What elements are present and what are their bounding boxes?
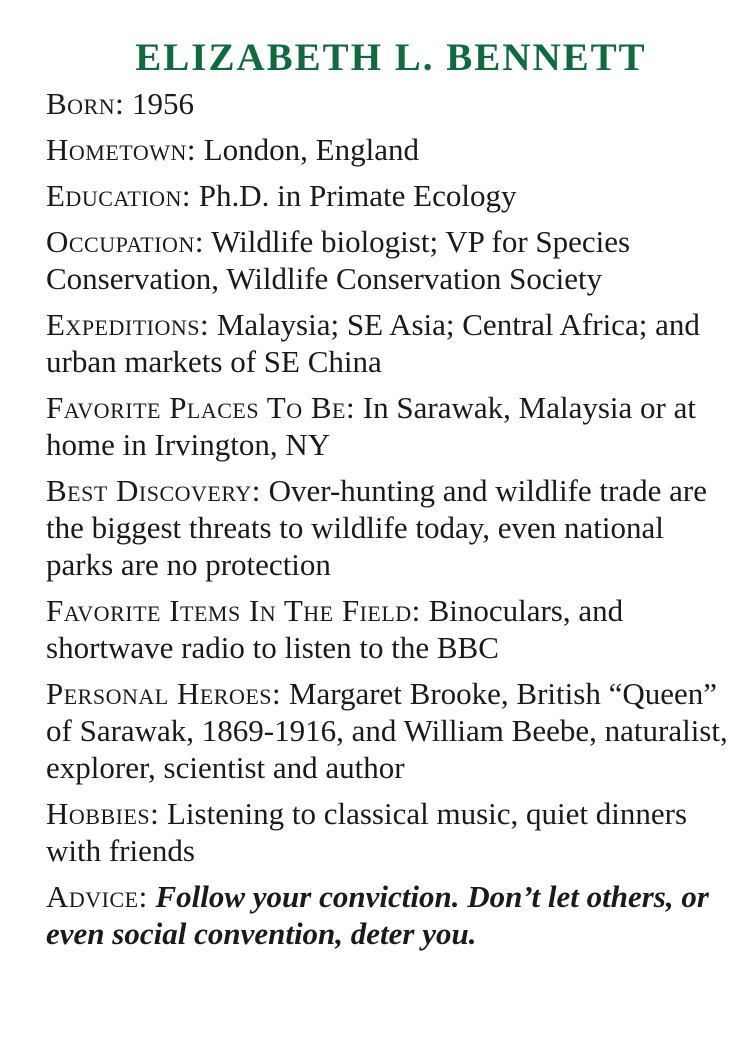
entry-advice [46,878,736,952]
profile-card [46,36,736,961]
label-expeditions: Expeditions: [46,306,210,342]
entry-favorite-places [46,389,736,463]
value-hometown: London, England [203,131,419,167]
value-born: 1956 [132,85,194,121]
value-expeditions: Malaysia; SE Asia; Central Africa; and urban markets of SE China [46,306,700,379]
value-occupation: Wildlife biologist; VP for Species Conservation, Wildlife Conservation Society [46,223,631,296]
label-personal-heroes: Personal Heroes: [46,675,282,711]
entry-born [46,85,736,122]
label-hobbies: Hobbies: [46,795,160,831]
label-advice: Advice: [46,878,148,914]
value-best-discovery: Over-hunting and wildlife trade are the biggest threats to wildlife today, even national parks are no protection [46,472,707,582]
entry-best-discovery [46,472,736,583]
label-education: Education: [46,177,191,213]
value-education: Ph.D. in Primate Ecology [198,177,517,213]
profile-name: ELIZABETH L. BENNETT [135,36,647,79]
entry-education [46,177,736,214]
value-advice: Follow your conviction. Don’t let others, or even social convention, deter you. [46,878,709,951]
entry-favorite-items [46,592,736,666]
label-occupation: Occupation: [46,223,204,259]
value-favorite-places: In Sarawak, Malaysia or at home in Irvington, NY [46,389,696,462]
entry-occupation [46,223,736,297]
value-hobbies: Listening to classical music, quiet dinners with friends [46,795,688,868]
label-best-discovery: Best Discovery: [46,472,261,508]
entry-personal-heroes [46,675,736,786]
label-favorite-places: Favorite Places To Be: [46,389,356,425]
entry-hometown [46,131,736,168]
label-hometown: Hometown: [46,131,196,167]
label-born: Born: [46,85,125,121]
entry-expeditions [46,306,736,380]
value-personal-heroes: Margaret Brooke, British “Queen” of Sarawak, 1869-1916, and William Beebe, naturalist, explorer, scientist and author [46,675,728,785]
value-favorite-items: Binoculars, and shortwave radio to listen to the BBC [46,592,624,665]
entry-hobbies [46,795,736,869]
label-favorite-items: Favorite Items In The Field: [46,592,421,628]
